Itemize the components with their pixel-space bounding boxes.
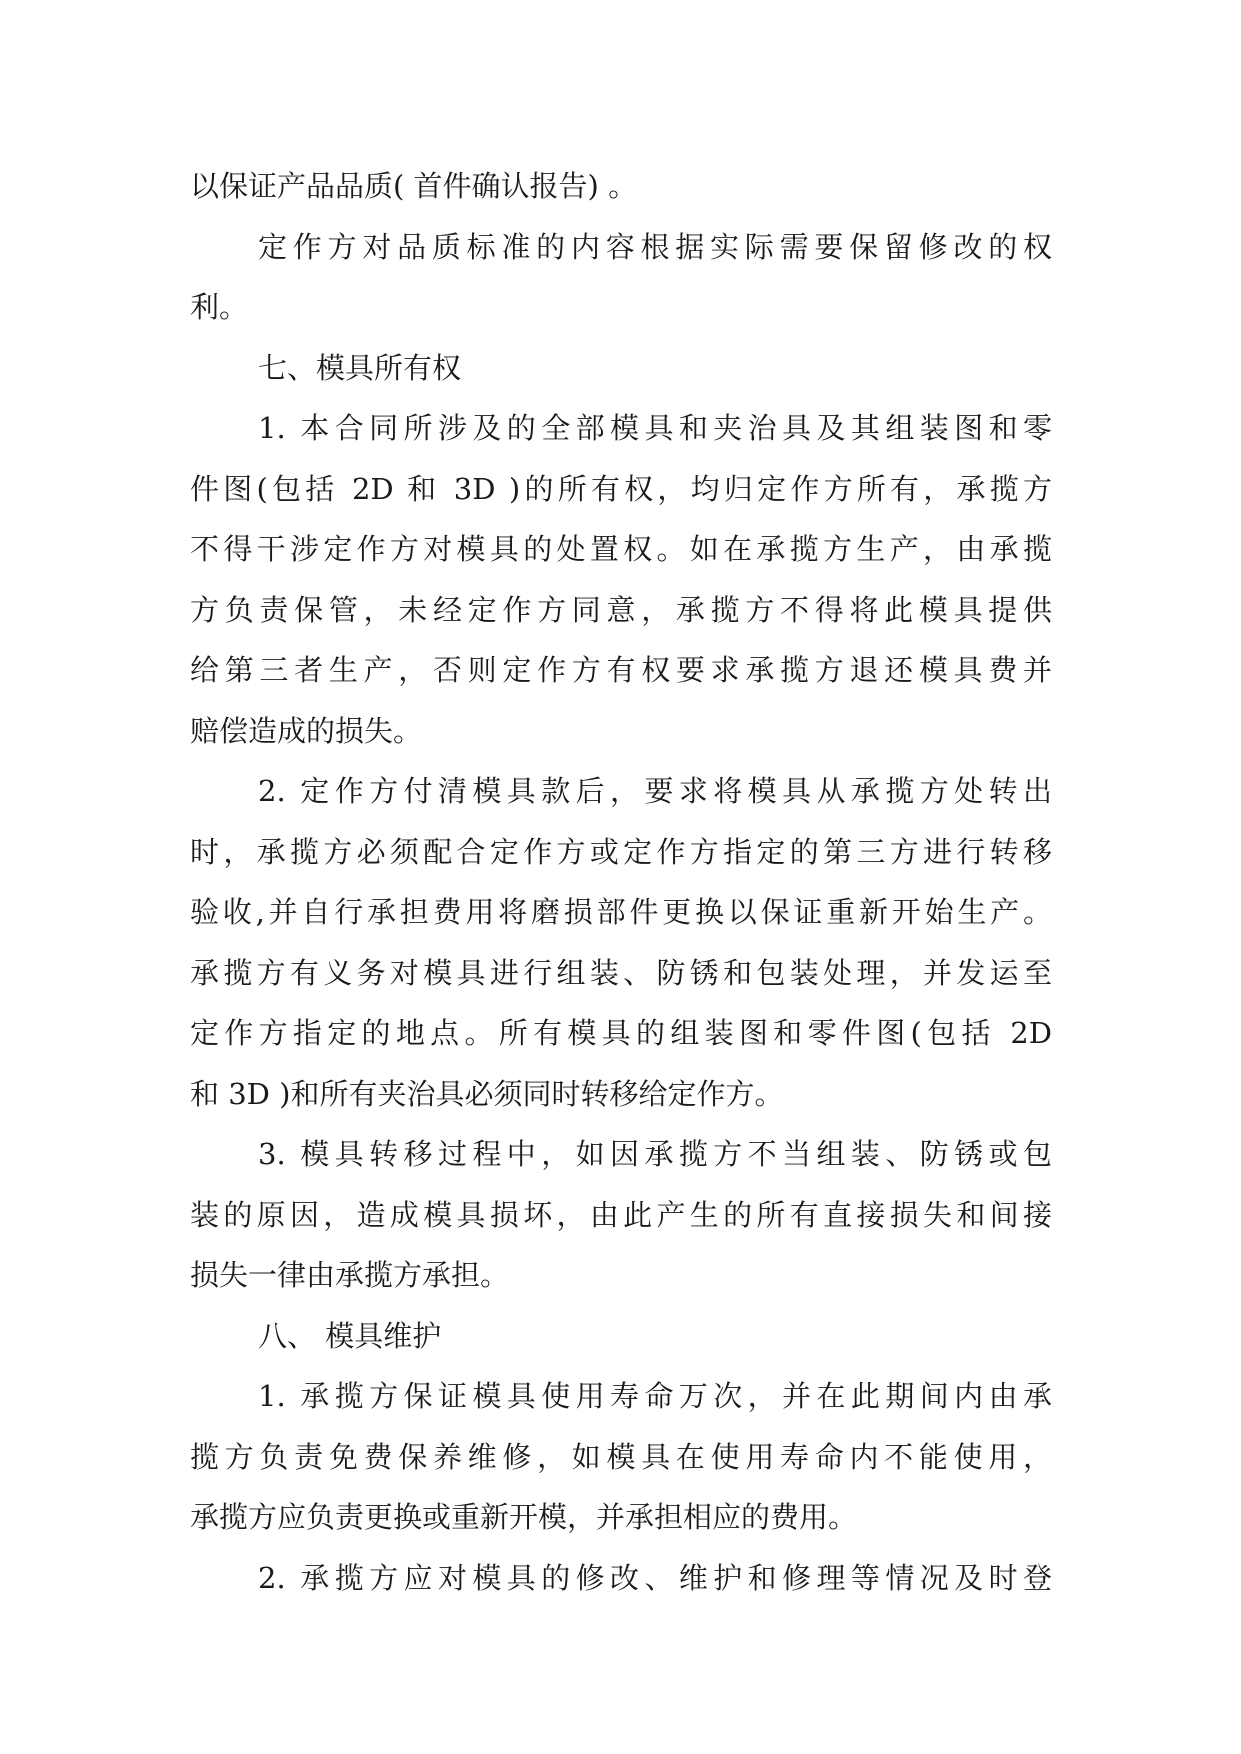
text-line: 方负责保管，未经定作方同意，承揽方不得将此模具提供 xyxy=(190,593,1052,627)
text-line: 承揽方有义务对模具进行组装、防锈和包装处理，并发运至 xyxy=(190,956,1052,990)
text-line: 验收,并自行承担费用将磨损部件更换以保证重新开始生产。 xyxy=(190,895,1052,929)
text-line: 件图(包括 2D 和 3D )的所有权，均归定作方所有，承揽方 xyxy=(190,472,1052,506)
text-line: 装的原因，造成模具损坏，由此产生的所有直接损失和间接 xyxy=(190,1198,1052,1232)
text-line: 定作方对品质标准的内容根据实际需要保留修改的权 xyxy=(258,230,1052,264)
text-line: 时，承揽方必须配合定作方或定作方指定的第三方进行转移 xyxy=(190,835,1052,869)
text-line: 不得干涉定作方对模具的处置权。如在承揽方生产，由承揽 xyxy=(190,532,1052,566)
text-line: 2. 承揽方应对模具的修改、维护和修理等情况及时登 xyxy=(258,1561,1052,1595)
text-line: 损失一律由承揽方承担。 xyxy=(190,1258,510,1292)
text-line: 定作方指定的地点。所有模具的组装图和零件图(包括 2D xyxy=(190,1016,1052,1050)
section-heading: 七、模具所有权 xyxy=(258,351,462,385)
text-line: 和 3D )和所有夹治具必须同时转移给定作方。 xyxy=(190,1077,784,1111)
text-line: 以保证产品品质( 首件确认报告) 。 xyxy=(190,169,638,203)
text-line: 3. 模具转移过程中，如因承揽方不当组装、防锈或包 xyxy=(258,1137,1052,1171)
text-line: 1. 承揽方保证模具使用寿命万次，并在此期间内由承 xyxy=(258,1379,1052,1413)
text-line: 2. 定作方付清模具款后，要求将模具从承揽方处转出 xyxy=(258,774,1052,808)
text-line: 承揽方应负责更换或重新开模，并承担相应的费用。 xyxy=(190,1500,858,1534)
section-heading: 八、 模具维护 xyxy=(258,1319,442,1353)
text-line: 1. 本合同所涉及的全部模具和夹治具及其组装图和零 xyxy=(258,411,1052,445)
text-line: 给第三者生产，否则定作方有权要求承揽方退还模具费并 xyxy=(190,653,1052,687)
text-line: 赔偿造成的损失。 xyxy=(190,714,423,748)
text-line: 揽方负责免费保养维修，如模具在使用寿命内不能使用， xyxy=(190,1440,1052,1474)
text-line: 利。 xyxy=(190,290,249,324)
